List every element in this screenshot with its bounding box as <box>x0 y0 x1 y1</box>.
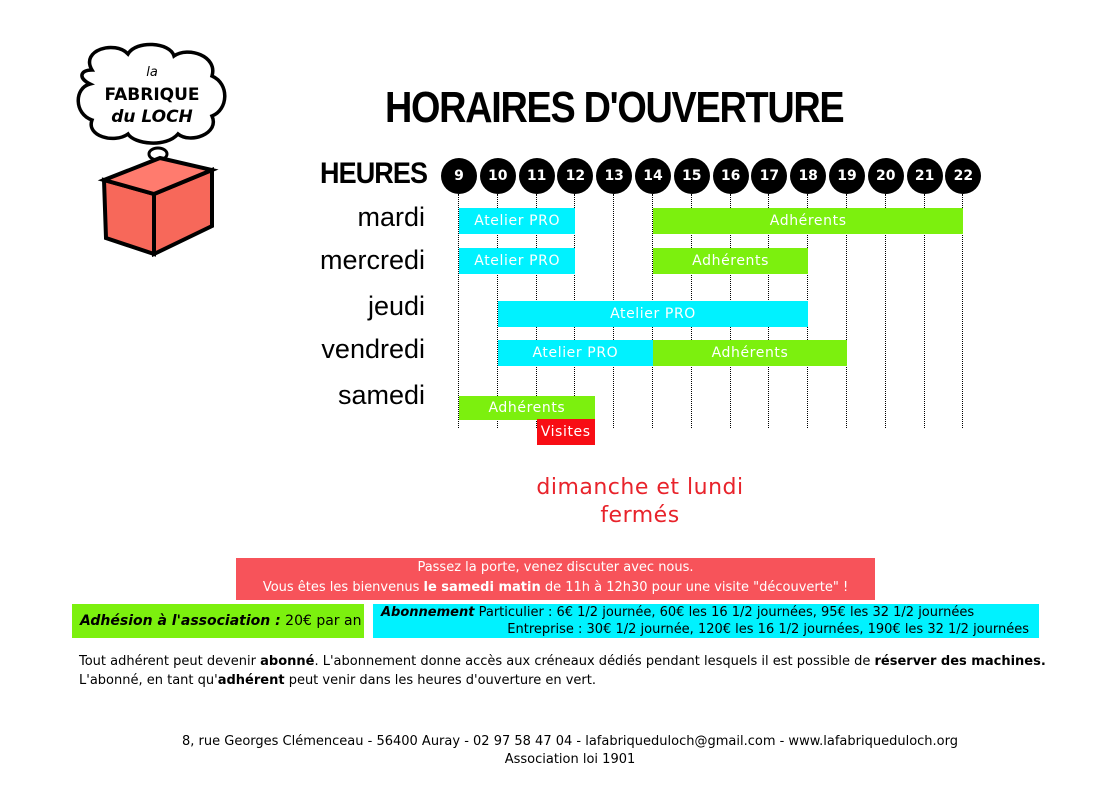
hour-circle-11: 11 <box>519 158 555 194</box>
footer <box>100 733 1040 769</box>
schedule-bar-samedi-visites: Visites <box>537 419 595 445</box>
hour-circle-13: 13 <box>596 158 632 194</box>
hour-circle-12: 12 <box>557 158 593 194</box>
subscription-note <box>79 652 1049 690</box>
schedule-bar-mardi-pro: Atelier PRO <box>459 208 575 234</box>
abonnement-row-particulier <box>373 604 1039 621</box>
hour-circle-14: 14 <box>635 158 671 194</box>
hours-label: HEURES <box>320 157 428 190</box>
logo-line-1: la <box>146 65 158 80</box>
adhesion-label: Adhésion à l'association : <box>80 613 281 629</box>
day-label-vendredi: vendredi <box>321 334 425 364</box>
hour-circle-17: 17 <box>751 158 787 194</box>
note-text-2: . L'abonnement donne accès aux créneaux dédiés pendant lesquels il est possible de <box>314 654 875 669</box>
abonnement-label: Abonnement <box>381 605 475 620</box>
schedule-bar-mardi-adherents: Adhérents <box>653 208 963 234</box>
hour-circle-16: 16 <box>713 158 749 194</box>
schedule-bar-mercredi-pro: Atelier PRO <box>459 248 575 274</box>
abonnement-particulier: Particulier : 6€ 1/2 journée, 60€ les 16 1/2 journées, 95€ les 32 1/2 journées <box>474 605 975 620</box>
schedule-bar-vendredi-adherents: Adhérents <box>653 340 847 366</box>
page-title: HORAIRES D'OUVERTURE <box>385 83 844 132</box>
day-label-mardi: mardi <box>357 202 425 232</box>
logo-line-2: FABRIQUE <box>104 85 200 105</box>
note-bold-3: adhérent <box>217 673 285 688</box>
fabrique-du-loch-logo <box>70 40 240 260</box>
note-bold-2: réserver des machines. <box>874 654 1046 669</box>
note-text-3: L'abonné, en tant qu' <box>79 673 218 688</box>
day-label-mercredi: mercredi <box>319 245 425 275</box>
banner-line-1: Passez la porte, venez discuter avec nous. <box>417 560 694 575</box>
hour-circle-10: 10 <box>480 158 516 194</box>
banner-text-a: Vous êtes les bienvenus <box>262 580 424 595</box>
banner-text-bold: le samedi matin <box>423 580 541 595</box>
hour-circle-9: 9 <box>441 158 477 194</box>
day-label-samedi: samedi <box>337 380 425 410</box>
footer-address: 8, rue Georges Clémenceau - 56400 Auray - 02 97 58 47 04 - lafabriqueduloch@gmail.com - www.lafabriqueduloch.org <box>182 734 958 749</box>
day-label-jeudi: jeudi <box>367 291 425 321</box>
abonnement-entreprise: Entreprise : 30€ 1/2 journée, 120€ les 16 1/2 journées, 190€ les 32 1/2 journées <box>507 622 1029 637</box>
hour-circle-15: 15 <box>674 158 710 194</box>
adhesion-price: 20€ par an <box>280 613 362 629</box>
hour-circle-18: 18 <box>790 158 826 194</box>
abonnement-box <box>373 604 1039 638</box>
adhesion-box <box>72 604 364 638</box>
closed-notice <box>470 474 810 530</box>
banner-text-b: de 11h à 12h30 pour une visite "découverte" ! <box>540 580 849 595</box>
schedule-bar-mercredi-adherents: Adhérents <box>653 248 808 274</box>
hour-circle-22: 22 <box>945 158 981 194</box>
hour-circle-19: 19 <box>829 158 865 194</box>
note-text-1: Tout adhérent peut devenir <box>79 654 261 669</box>
note-bold-1: abonné <box>260 654 315 669</box>
schedule-bar-samedi-adherents: Adhérents <box>459 396 595 420</box>
schedule-bar-vendredi-pro: Atelier PRO <box>498 340 653 366</box>
footer-association: Association loi 1901 <box>504 752 636 767</box>
logo-line-3: du LOCH <box>111 107 193 127</box>
schedule-bar-jeudi-pro: Atelier PRO <box>498 301 808 327</box>
visit-banner <box>236 558 875 600</box>
closed-label: fermés <box>600 503 680 528</box>
banner-line-2 <box>236 578 875 598</box>
hour-circle-21: 21 <box>907 158 943 194</box>
hour-circle-20: 20 <box>868 158 904 194</box>
note-text-4: peut venir dans les heures d'ouverture en vert. <box>284 673 596 688</box>
closed-days: dimanche et lundi <box>536 475 744 500</box>
